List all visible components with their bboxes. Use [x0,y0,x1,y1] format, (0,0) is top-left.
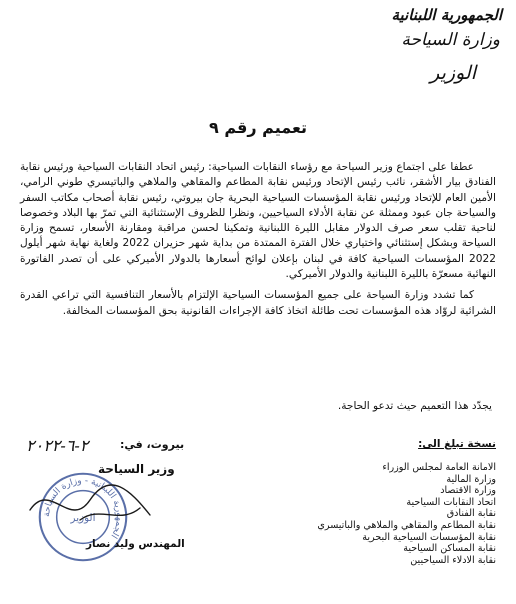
list-item: وزارة الاقتصاد [440,485,496,497]
list-item: نقابة الادلاء السياحيين [410,554,496,566]
body-paragraph-2: كما تشدد وزارة السياحة على جميع المؤسسات السياحية الإلتزام بالأسعار التنافسية التي تراعي القدرة الشرائية لروّاد هذه المؤسسات تحت طائلة اتخاذ كافة الإجراءات القانونية بحق المؤسسات المخالفة. [20,289,496,317]
letterhead-minister: الوزير [430,62,476,84]
list-item: نقابة المؤسسات السياحية البحرية [362,531,496,543]
stamp-center-text: الوزير [70,511,96,524]
closing-line: يجدّد هذا التعميم حيث تدعو الحاجة. [337,400,492,412]
distribution-title: نسخة تبلغ الى: [418,438,496,450]
place-label: بيروت، في: [120,438,185,451]
distribution-list [296,462,496,566]
handwritten-date: ٢-٦-٢٠٢٢ [26,436,89,455]
circular-body [20,160,496,325]
list-item: اتحاد النقابات السياحية [406,496,496,508]
list-item: الامانة العامة لمجلس الوزراء [382,462,496,473]
list-item: نقابة الفنادق [446,508,496,520]
signature-scribble [20,470,160,540]
list-item: نقابة المساكن السياحية [403,543,496,555]
circular-title: تعميم رقم ٩ [209,118,307,137]
letterhead-ministry: وزارة السياحة [401,30,500,50]
letterhead-republic: الجمهورية اللبنانية [391,6,502,24]
list-item: نقابة المطاعم والمقاهي والملاهي والباتيسري [317,519,496,531]
body-paragraph-1: عطفا على اجتماع وزير السياحة مع رؤساء النقابات السياحية: رئيس اتحاد النقابات السياحية ورئيس نقابة الفنادق بيار الأشقر، نائب رئيس الإتحاد ورئيس نقابة المطاعم والمقاهي والملاهي والباتيسري طوني الرامي، الأمين العام للإتحاد ورئيس نقابة المؤسسات السياحية البحرية جان بيروتي، رئيس نقابة أصحاب مكاتب السفر والسياحة جان عبود وممثلة عن نقابة الأدلاء السياحيين، ونظرا للظروف الإستثنائية التي تمرّ بها البلاد وخصوصا لناحية تقلب سعر صرف الدولار مقابل الليرة اللبنانية وتمكينا لحسن مراقبة ومقارنة الأسعار، تسمح وزارة السياحة وبشكل إستثنائي واختياري خلال الفترة الممتدة من بداية شهر حزيران 2022 ولغاية نهاية شهر أيلول 2022 المؤسسات السياحية كافة في لبنان بإعلان لوائح أسعارها بالدولار الأميركي على أن تصدر الفاتورة النهائية مسعرّة بالليرة اللبنانية والدولار الأميركي. [20,161,497,281]
list-item: وزارة المالية [446,473,496,485]
signatory-title: وزير السياحة [98,462,175,476]
signatory-name: المهندس وليد نصار [86,538,185,550]
stamp-ring-text: الجمهورية اللبنانية - وزارة السياحة [42,476,124,540]
